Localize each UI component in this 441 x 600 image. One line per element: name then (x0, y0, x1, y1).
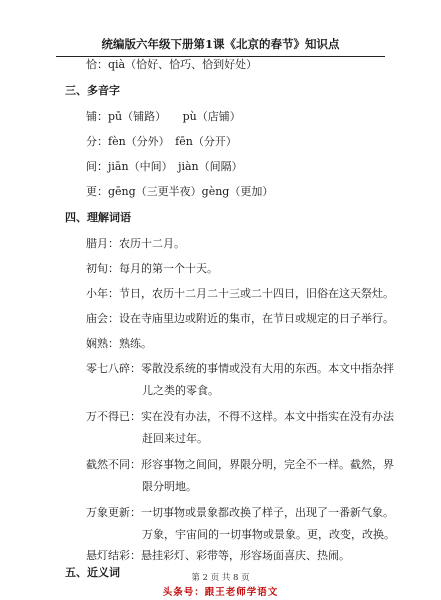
polyphone-item: 铺：pū（铺路） pù（店铺） (86, 110, 241, 123)
polyphone-item: 间：jiān（中间） jiàn（间隔） (86, 160, 243, 173)
vocab-item: 截然不同：形容事物之间间，界限分明，完全不一样。截然，界 (86, 458, 394, 471)
vocab-item: 万不得已：实在没有办法，不得不这样。本文中指实在没有办法 (86, 410, 394, 423)
vocab-item-continuation: 儿之类的零食。 (142, 384, 219, 397)
vocab-item-continuation: 限分明地。 (142, 480, 197, 493)
polyphone-item: 更：gēng（三更半夜）gèng（更加） (86, 185, 274, 198)
vocab-item-continuation: 万象，宇宙间的一切事物或景象。更，改变，改换。 (142, 528, 395, 541)
polyphone-item: 分：fèn（分外） fēn（分开） (86, 135, 237, 148)
footer-brand: 头条号：跟王老师学语文 (162, 587, 279, 598)
vocab-item: 娴熟：熟练。 (86, 337, 152, 350)
vocab-item: 初旬：每月的第一个十天。 (86, 262, 218, 275)
vocab-item: 悬灯结彩：悬挂彩灯、彩带等，形容场面喜庆、热闹。 (86, 549, 350, 562)
vocab-item: 腊月：农历十二月。 (86, 237, 185, 250)
polyphone-line-qia: 恰：qià（恰好、恰巧、恰到好处） (86, 58, 258, 71)
vocab-item-continuation: 赶回来过年。 (142, 432, 208, 445)
vocab-item: 零七八碎：零散没系统的事情或没有大用的东西。本文中指杂拌 (86, 362, 394, 375)
page-header-title: 统编版六年级下册第1课《北京的春节》知识点 (56, 36, 385, 57)
vocab-item: 万象更新：一切事物或景象都改换了样子，出现了一番新气象。 (86, 506, 394, 519)
page-number: 第 2 页 共 8 页 (191, 573, 250, 583)
vocab-item: 小年：节日，农历十二月二十三或二十四日，旧俗在这天祭灶。 (86, 287, 394, 300)
section-heading-vocabulary: 四、理解词语 (65, 211, 131, 224)
vocab-item: 庙会：设在寺庙里边或附近的集市，在节日或规定的日子举行。 (86, 312, 394, 325)
section-heading-synonyms: 五、近义词 (65, 566, 120, 579)
section-heading-polyphones: 三、多音字 (65, 84, 120, 97)
